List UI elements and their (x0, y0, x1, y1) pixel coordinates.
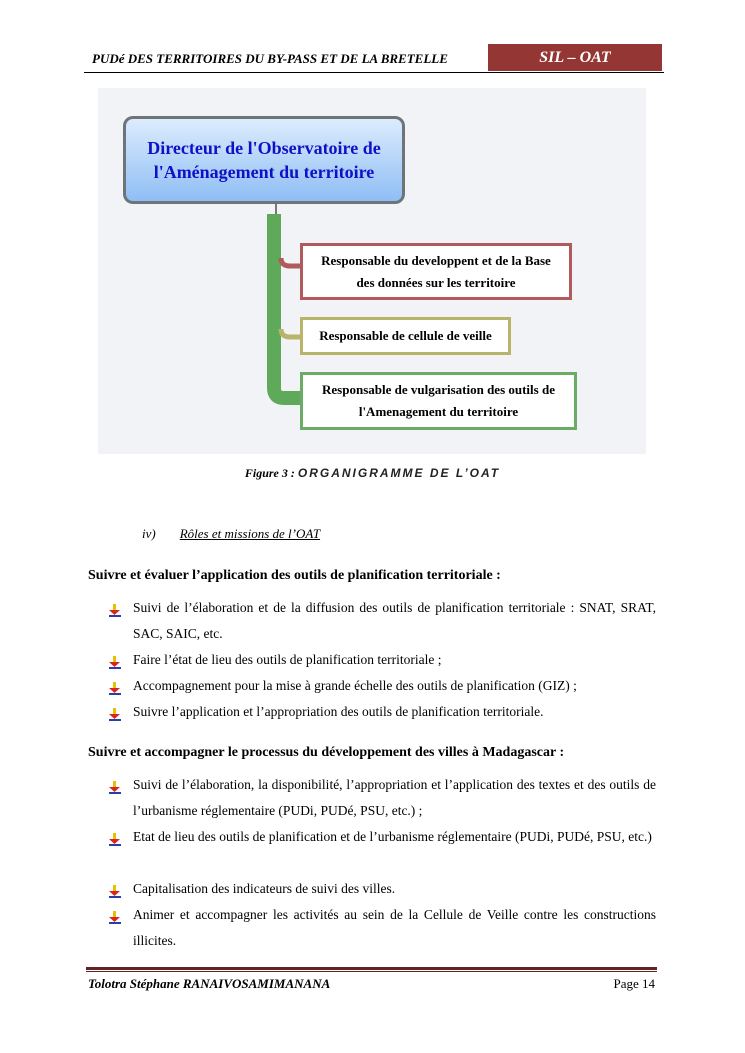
arrow-bullet-icon (108, 778, 122, 804)
list-item-text: Suivi de l’élaboration et de la diffusion des outils de planification territoriale : SNAT, SRAT, SAC, SAIC, etc. (133, 600, 656, 641)
header-rule (84, 72, 664, 73)
list-item-text: Suivre l’application et l’appropriation des outils de planification territoriale. (133, 704, 544, 719)
caption-title: ORGANIGRAMME DE L’OAT (297, 466, 501, 480)
arrow-bullet-icon (108, 601, 122, 627)
unit-box-database: Responsable du developpent et de la Base des données sur les territoire (300, 243, 572, 300)
director-box: Directeur de l'Observatoire de l'Aménagement du territoire (123, 116, 405, 204)
list-item-text: Faire l’état de lieu des outils de planification territoriale ; (133, 652, 442, 667)
page-number: Page 14 (613, 976, 655, 991)
list-item (108, 595, 656, 647)
footer-rule (86, 967, 657, 970)
caption-prefix: Figure 3 : (244, 466, 298, 480)
header-tag: SIL – OAT (488, 44, 662, 71)
unit-box-watch: Responsable de cellule de veille (300, 317, 511, 355)
subsection-heading (142, 526, 320, 542)
arrow-bullet-icon (108, 705, 122, 731)
list-item (108, 876, 656, 902)
section-heading: Suivre et accompagner le processus du développement des villes à Madagascar : (88, 745, 565, 760)
arrow-bullet-icon (108, 830, 122, 856)
subsection-number: iv) (142, 526, 156, 541)
list-item-text: Capitalisation des indicateurs de suivi des villes. (133, 881, 396, 896)
subsection-title: Rôles et missions de l’OAT (179, 526, 321, 541)
list-item (108, 902, 656, 954)
arrow-bullet-icon (108, 908, 122, 934)
list-item (108, 824, 656, 850)
list-item (108, 699, 656, 725)
list-item (108, 772, 656, 824)
list-item-text: Animer et accompagner les activités au sein de la Cellule de Veille contre les constructions illicites. (133, 907, 656, 948)
header-title: PUDé DES TERRITOIRES DU BY-PASS ET DE LA BRETELLE (92, 51, 448, 66)
figure-caption (0, 466, 745, 481)
org-chart (98, 88, 646, 454)
list-item-text: Accompagnement pour la mise à grande échelle des outils de planification (GIZ) ; (133, 678, 577, 693)
list-item-text: Etat de lieu des outils de planification et de l’urbanisme réglementaire (PUDi, PUDé, PSU, etc.) (133, 829, 652, 844)
list-item (108, 647, 656, 673)
list-item (108, 673, 656, 699)
list-item-text: Suivi de l’élaboration, la disponibilité, l’appropriation et l’application des textes et des outils de l’urbanisme réglementaire (PUDi, PUDé, PSU, etc.) ; (133, 777, 656, 818)
unit-box-outreach: Responsable de vulgarisation des outils de l'Amenagement du territoire (300, 372, 577, 430)
section-heading: Suivre et évaluer l’application des outils de planification territoriale : (88, 568, 501, 583)
footer-rule-thin (86, 971, 657, 972)
footer-author: Tolotra Stéphane RANAIVOSAMIMANANA (88, 976, 331, 991)
